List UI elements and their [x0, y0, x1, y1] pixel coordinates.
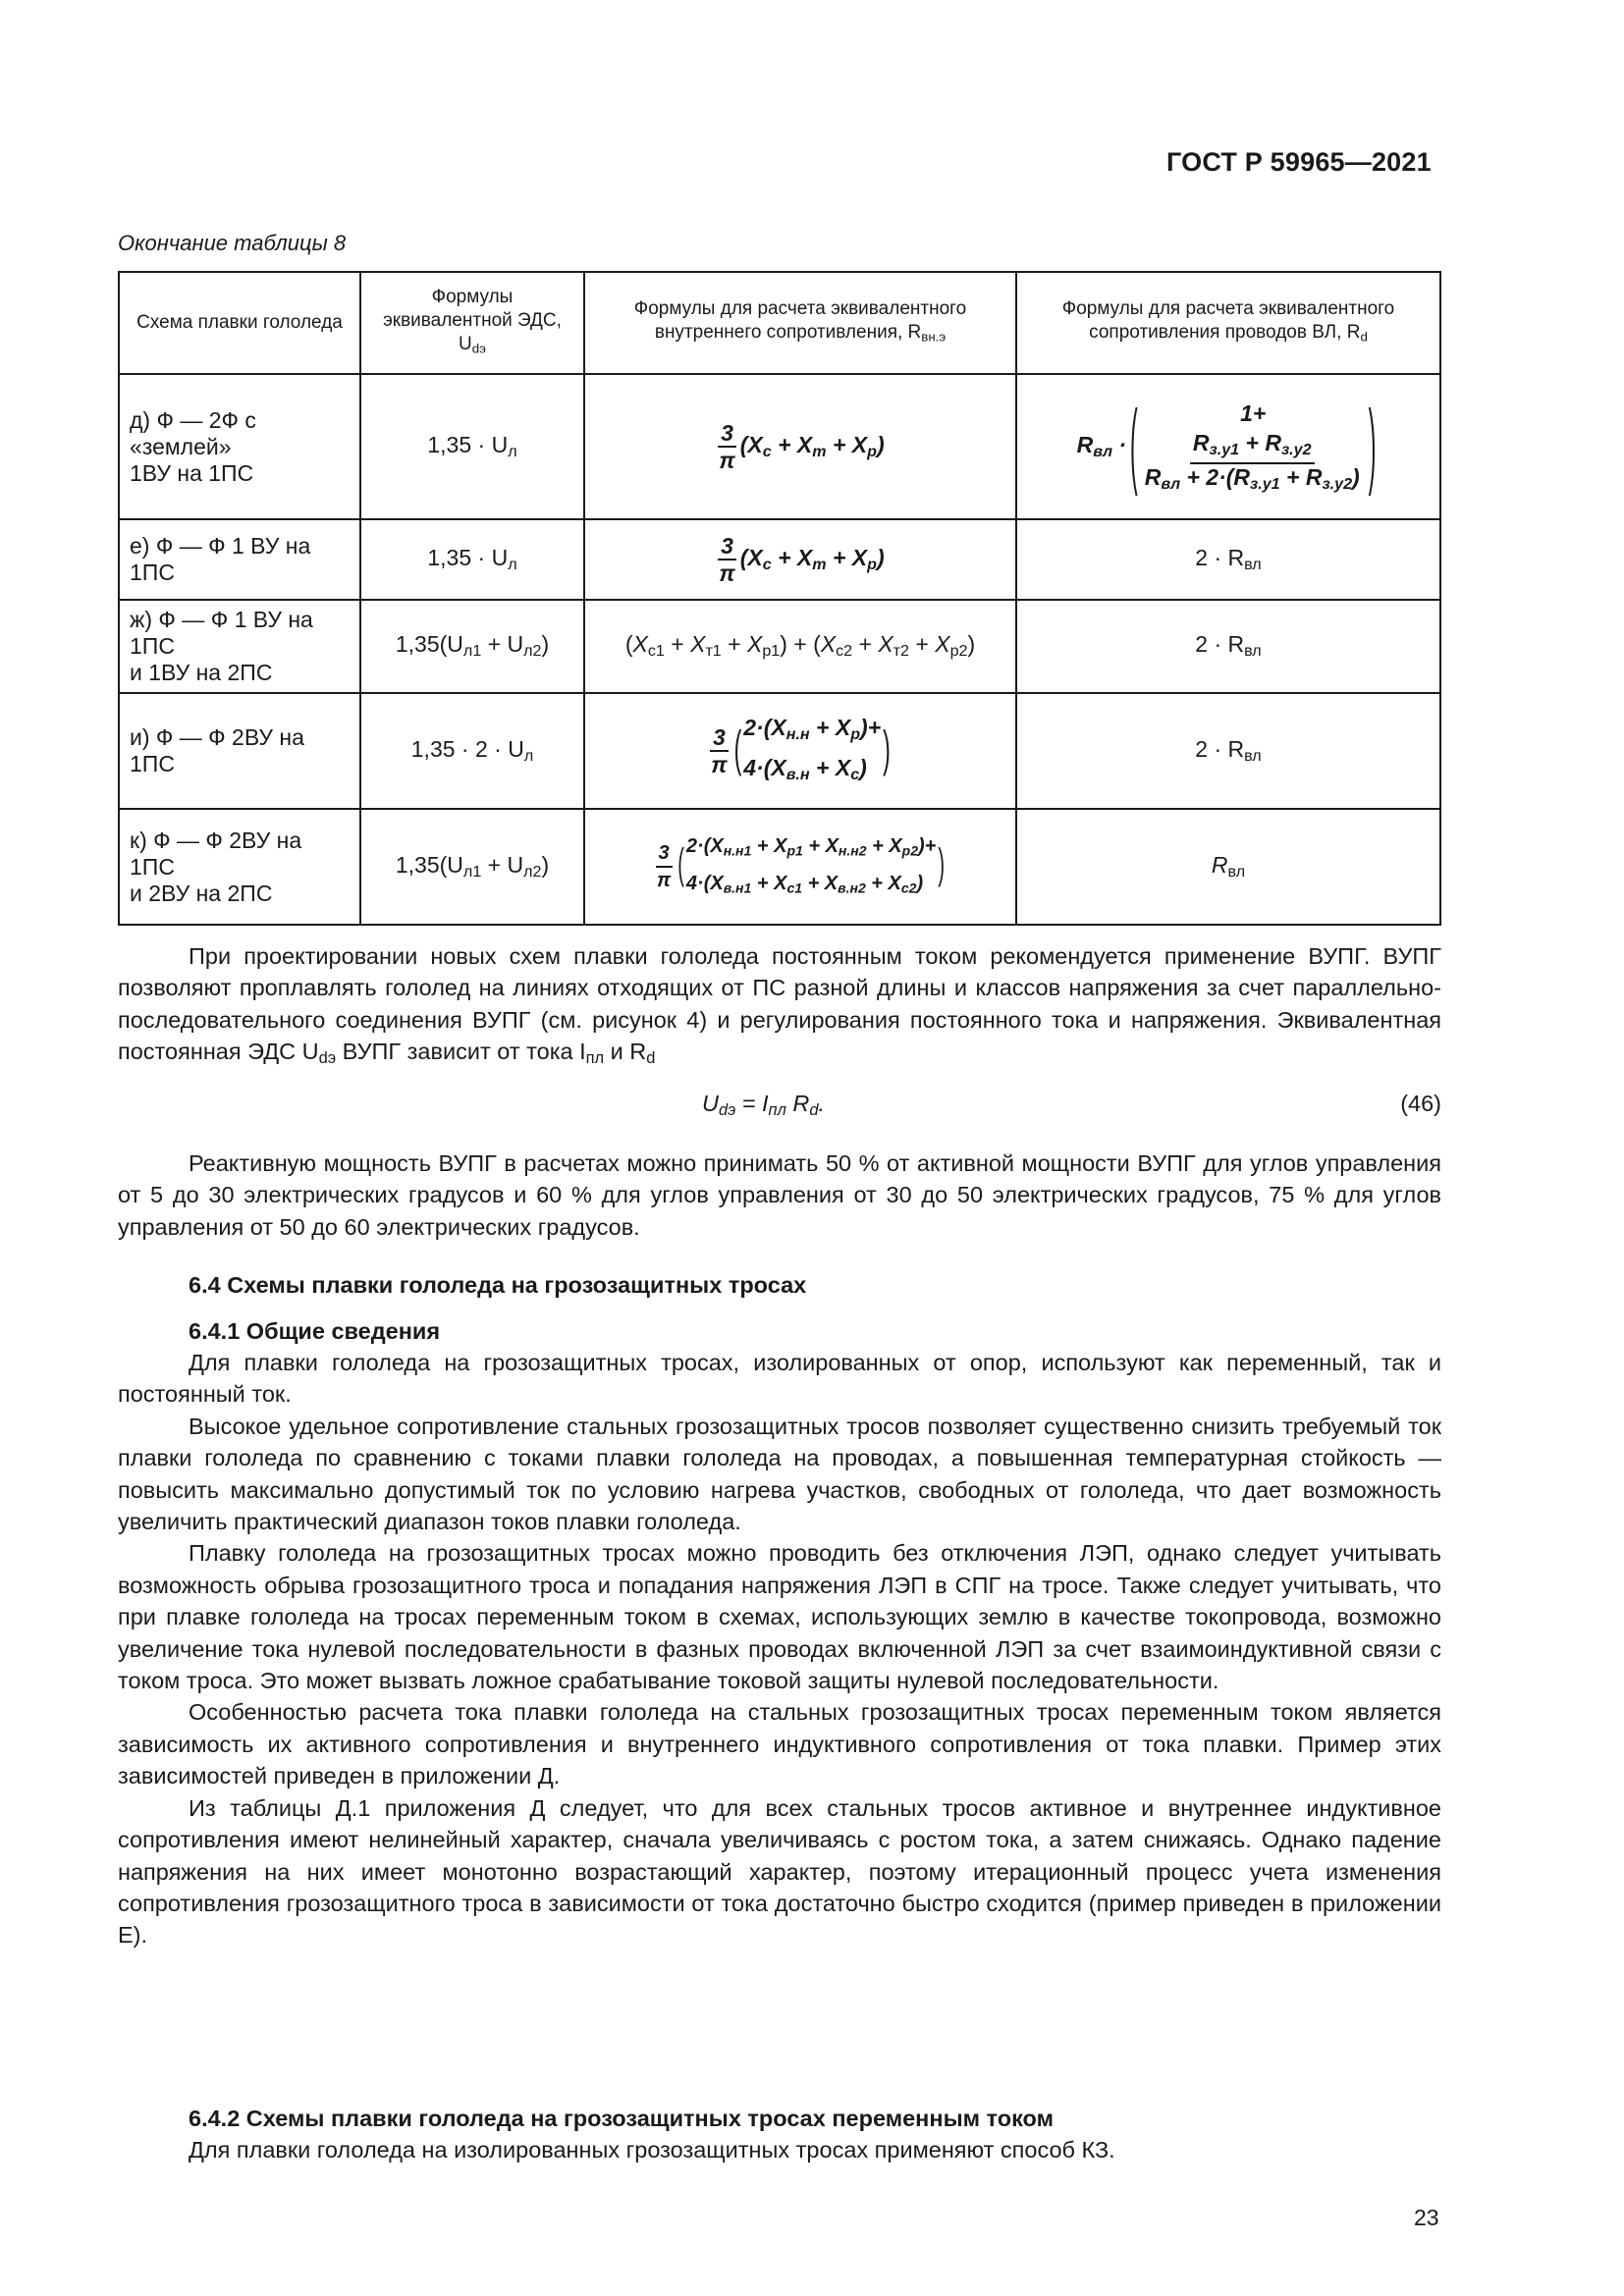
equation-body: $U_{dэ} = I_{пл}$ $R_d$.	[702, 1091, 826, 1120]
table-row	[119, 693, 1440, 809]
table-caption: Окончание таблицы 8	[118, 231, 347, 255]
table-row	[119, 600, 1440, 693]
scheme-cell: е) Ф — Ф 1 ВУ на 1ПС	[119, 519, 360, 600]
header-wire-resistance: Формулы для расчета эквивалентного сопротивления проводов ВЛ, $R_d$	[1016, 272, 1440, 374]
emf-cell: $1,35 \cdot 2 \cdot U_л$	[360, 693, 584, 809]
table-row	[119, 519, 1440, 600]
section-heading: 6.4 Схемы плавки гололеда на грозозащитных тросах	[189, 1272, 807, 1298]
equation-number: (46)	[1400, 1091, 1441, 1116]
paragraph: Для плавки гололеда на грозозащитных тросах, изолированных от опор, используют как переменный, так и постоянный ток.	[118, 1350, 1441, 1408]
paragraph: При проектировании новых схем плавки гололеда постоянным током рекомендуется применение ВУПГ. ВУПГ позволяют проплавлять гололед на линиях отходящих от ПС разной длины и классов напряжения за счет параллельно-последовательного соединения ВУПГ (см. рисунок 4) и регулирования постоянного тока и напряжения. Эквивалентная постоянная ЭДС $U_{dэ}$ ВУПГ зависит от тока $I_{пл}$ и $R_d$	[118, 943, 1441, 1068]
paragraph: Высокое удельное сопротивление стальных грозозащитных тросов позволяет существенно снизить требуемый ток плавки гололеда по сравнению с токами плавки гололеда на проводах, а повышенная температурная стойкость — повысить максимально допустимый ток по условию нагрева участков, свободных от гололеда, что дает возможность увеличить практический диапазон токов плавки гололеда.	[118, 1413, 1441, 1535]
internal-resistance-formula: $\frac{3}{\pi}$ $(X_c + X_т + X_р)$	[584, 374, 1016, 519]
wire-resistance-formula: $R_{вл}$ · ( 1+ $\frac{R_{з.у1} + R_{з.у2}}{R_{вл} + 2\cdot(R_{з.у1} + R_{з.у2})}$ )	[1016, 374, 1440, 519]
scheme-cell: и) Ф — Ф 2ВУ на 1ПС	[119, 693, 360, 809]
internal-resistance-formula: $\frac{3}{\pi}$ ( $2\cdot(X_{н.н1} + X_{р1} + X_{н.н2} + X_{р2})+$ $4\cdot(X_{в.н1} + X_{c1} + X_{в.н2} + X_{c2})$ )	[584, 809, 1016, 925]
header-scheme: Схема плавки гололеда	[119, 272, 360, 374]
page-number: 23	[1414, 2205, 1439, 2230]
emf-cell: $1,35(U_{л1} + U_{л2})$	[360, 600, 584, 693]
subsection-heading: 6.4.2 Схемы плавки гололеда на грозозащитных тросах переменным током	[189, 2106, 1054, 2131]
wire-resistance-cell: $2 \cdot R_{вл}$	[1016, 519, 1440, 600]
paragraph: Реактивную мощность ВУПГ в расчетах можно принимать 50 % от активной мощности ВУПГ для углов управления от 5 до 30 электрических градусов и 60 % для углов управления от 30 до 50 электрических градусов, 75 % для углов управления от 50 до 60 электрических градусов.	[118, 1150, 1441, 1240]
wire-resistance-cell: $R_{вл}$	[1016, 809, 1440, 925]
scheme-cell: д) Ф — 2Ф с «землей» 1ВУ на 1ПС	[119, 374, 360, 519]
header-internal-resistance: Формулы для расчета эквивалентного внутреннего сопротивления, $R_{вн.э}$	[584, 272, 1016, 374]
emf-cell: $1,35(U_{л1} + U_{л2})$	[360, 809, 584, 925]
table-row	[119, 809, 1440, 925]
document-header: ГОСТ Р 59965—2021	[1166, 147, 1432, 177]
internal-resistance-formula: $\frac{3}{\pi}$ $(X_c + X_т + X_р)$	[584, 519, 1016, 600]
paragraph: Плавку гололеда на грозозащитных тросах можно проводить без отключения ЛЭП, однако следует учитывать возможность обрыва грозозащитного троса и попадания напряжения ЛЭП в СПГ на тросе. Также следует учитывать, что при плавке гололеда на тросах переменным током в схемах, использующих землю в качестве токопровода, возможно увеличение тока нулевой последовательности в фазных проводах включенной ЛЭП за счет взаимоиндуктивной связи с током троса. Это может вызвать ложное срабатывание токовой защиты нулевой последовательности.	[118, 1540, 1441, 1694]
header-emf: Формулы эквивалентной ЭДС, $U_{dэ}$	[360, 272, 584, 374]
paragraph: Особенностью расчета тока плавки гололеда на стальных грозозащитных тросах переменным током является зависимость их активного сопротивления и внутреннего индуктивного сопротивления от тока плавки. Пример этих зависимостей приведен в приложении Д.	[118, 1699, 1441, 1789]
table-row	[119, 374, 1440, 519]
internal-resistance-formula: $\frac{3}{\pi}$ ( $2\cdot(X_{н.н} + X_р)+$ $4\cdot(X_{в.н} + X_c)$ )	[584, 693, 1016, 809]
emf-cell: $1,35 \cdot U_л$	[360, 374, 584, 519]
table-8	[118, 271, 1441, 926]
wire-resistance-cell: $2 \cdot R_{вл}$	[1016, 600, 1440, 693]
paragraph: Из таблицы Д.1 приложения Д следует, что для всех стальных тросов активное и внутреннее индуктивное сопротивления имеют нелинейный характер, сначала увеличиваясь с ростом тока, а затем снижаясь. Однако падение напряжения на них имеет монотонно возрастающий характер, поэтому итерационный процесс учета изменения сопротивления грозозащитного троса в зависимости от тока достаточно быстро сходится (пример приведен в приложении Е).	[118, 1794, 1441, 1949]
emf-cell: $1,35 \cdot U_л$	[360, 519, 584, 600]
internal-resistance-formula: $(X_{c1} + X_{т1} + X_{р1}) + (X_{c2} + X_{т2} + X_{р2})$	[584, 600, 1016, 693]
section-body	[118, 1347, 1441, 1951]
paragraph: Для плавки гололеда на изолированных грозозащитных тросах применяют способ КЗ.	[189, 2137, 1115, 2163]
subsection-heading: 6.4.1 Общие сведения	[189, 1318, 441, 1344]
scheme-cell: ж) Ф — Ф 1 ВУ на 1ПС и 1ВУ на 2ПС	[119, 600, 360, 693]
wire-resistance-cell: $2 \cdot R_{вл}$	[1016, 693, 1440, 809]
scheme-cell: к) Ф — Ф 2ВУ на 1ПС и 2ВУ на 2ПС	[119, 809, 360, 925]
